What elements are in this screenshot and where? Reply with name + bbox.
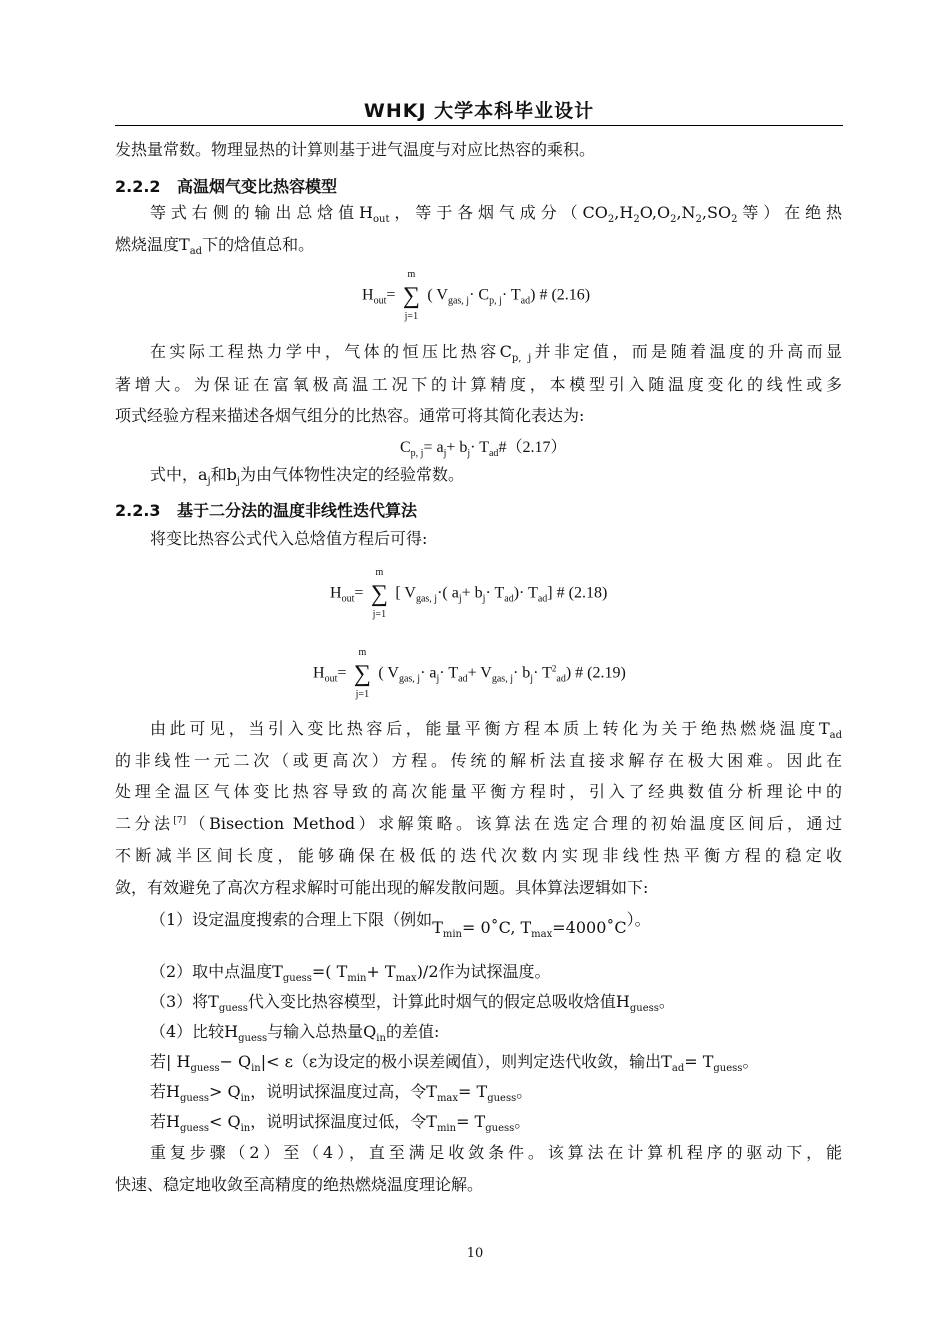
subscript: p, j xyxy=(511,353,532,364)
step-2 xyxy=(150,962,551,982)
subscript: guess xyxy=(282,973,312,984)
page-header: WHKJ 大学本科毕业设计 xyxy=(363,100,595,122)
subscript: ad xyxy=(458,673,468,685)
rule-too-high xyxy=(150,1082,532,1102)
text-span: 若H xyxy=(150,1082,180,1101)
subscript: ad xyxy=(671,1063,685,1074)
text-span: ,N xyxy=(676,203,696,222)
summation-symbol: ∑ m j=1 xyxy=(350,662,374,686)
citation-superscript: [7] xyxy=(173,816,187,826)
subscript: out xyxy=(373,214,390,225)
section-heading-2-2-2 xyxy=(115,174,337,197)
subscript: guess xyxy=(485,1123,515,1134)
text-span: （1）设定温度搜索的合理上下限（例如 xyxy=(150,910,433,929)
sum-lower-limit: j=1 xyxy=(404,311,419,322)
paragraph-line: 重复步骤（2）至（4），直至满足收敛条件。该算法在计算机程序的驱动下，能 xyxy=(150,1143,842,1162)
text-span: 等式右侧的输出总焓值H xyxy=(150,203,373,222)
text-span: 代入变比热容模型，计算此时烟气的假定总吸收焓值H xyxy=(247,992,630,1011)
subscript: ad xyxy=(504,593,514,605)
text-span: 二分法 xyxy=(115,814,174,833)
eq-text: + b xyxy=(446,439,468,456)
equation-number: #（2.17） xyxy=(498,439,567,456)
paragraph-line: 发热量常数。物理显热的计算则基于进气温度与对应比热容的乘积。 xyxy=(115,140,596,159)
subscript: gas, j xyxy=(491,673,513,685)
text-span: < Q xyxy=(209,1112,241,1131)
eq-text: = 0˚C, T xyxy=(461,918,532,937)
subscript: max xyxy=(395,973,417,984)
eq-text: · T xyxy=(470,439,489,456)
subscript: min xyxy=(436,1123,457,1134)
text-span: ,H xyxy=(614,203,634,222)
text-span: ）。 xyxy=(626,910,651,929)
subscript: 2 xyxy=(731,214,738,225)
sum-upper-limit: m xyxy=(375,567,384,578)
subscript: out xyxy=(373,295,387,307)
eq-text: = xyxy=(386,286,396,304)
section-number: 2.2.2 xyxy=(115,177,161,196)
subscript: in xyxy=(240,1123,251,1134)
eq-text: · T xyxy=(533,664,552,682)
equation-number: ] # (2.18) xyxy=(547,584,608,602)
rule-too-low xyxy=(150,1112,530,1132)
subscript: ad xyxy=(520,295,531,307)
text-span: ,SO xyxy=(701,203,732,222)
text-span: + T xyxy=(366,962,396,981)
text-span: 与输入总热量Q xyxy=(267,1022,377,1041)
subscript: in xyxy=(376,1033,386,1044)
eq-text: · T xyxy=(439,664,459,682)
subscript: j xyxy=(207,476,211,487)
eq-text: H xyxy=(330,584,342,602)
text-span: （3）将T xyxy=(150,992,219,1011)
subscript: 2 xyxy=(633,214,640,225)
paragraph-line xyxy=(115,814,842,834)
eq-text: · b xyxy=(512,664,531,682)
eq-text: · a xyxy=(420,664,437,682)
eq-text: C xyxy=(400,439,411,456)
text-span: （2）取中点温度T xyxy=(150,962,283,981)
subscript: p, j xyxy=(410,448,424,459)
text-span: 和b xyxy=(210,465,237,484)
eq-text: · C xyxy=(469,286,490,304)
subscript: 2 xyxy=(670,214,677,225)
eq-text: + b xyxy=(461,584,483,602)
paragraph-line: 不断减半区间长度，能够确保在极低的迭代次数内实现非线性热平衡方程的稳定收 xyxy=(115,846,842,865)
subscript: ad xyxy=(189,246,203,257)
text-span: 在实际工程热力学中，气体的恒压比热容C xyxy=(150,342,512,361)
eq-text: · T xyxy=(501,286,521,304)
section-number: 2.2.3 xyxy=(115,501,161,520)
equation-2-18 xyxy=(330,567,608,620)
eq-text: )· T xyxy=(513,584,538,602)
text-span: = T xyxy=(684,1052,714,1071)
subscript: min xyxy=(347,973,367,984)
text-span: （Bisection Method）求解策略。该算法在选定合理的初始温度区间后，通过 xyxy=(186,814,842,833)
paragraph-line: 处理全温区气体变比热容导致的高次能量平衡方程时，引入了经典数值分析理论中的 xyxy=(115,782,842,801)
paragraph-line: 快速、稳定地收敛至高精度的绝热燃烧温度理论解。 xyxy=(115,1175,484,1194)
text-span: 若H xyxy=(150,1112,180,1131)
text-span: 。 xyxy=(658,992,675,1011)
section-title: 基于二分法的温度非线性迭代算法 xyxy=(177,501,418,520)
subscript: guess xyxy=(238,1033,268,1044)
step-3 xyxy=(150,992,675,1012)
text-span: 式中，a xyxy=(150,465,208,484)
paragraph-line xyxy=(150,465,464,485)
subscript: out xyxy=(341,593,355,605)
subscript: ad xyxy=(537,593,548,605)
text-span: |< ε（ε为设定的极小误差阈值），则判定迭代收敛，输出T xyxy=(260,1052,672,1071)
eq-text: H xyxy=(313,664,325,682)
text-span: 下的焓值总和。 xyxy=(202,235,315,254)
subscript: min xyxy=(442,929,462,940)
equation-2-17 xyxy=(400,434,566,457)
paragraph-line: 敛，有效避免了高次方程求解时可能出现的解发散问题。具体算法逻辑如下: xyxy=(115,878,649,897)
subscript: gas, j xyxy=(398,673,421,685)
equation-number: ) # (2.16) xyxy=(530,286,591,304)
eq-text: = xyxy=(337,664,347,682)
eq-text: + V xyxy=(467,664,492,682)
text-span: 由此可见，当引入变比热容后，能量平衡方程本质上转化为关于绝热燃烧温度T xyxy=(150,719,830,738)
paragraph-line: 项式经验方程来描述各烟气组分的比热容。通常可将其简化表达为: xyxy=(115,406,585,425)
equation-2-16 xyxy=(362,269,591,322)
eq-text: ·( a xyxy=(437,584,459,602)
subscript: max xyxy=(531,929,553,940)
text-span: > Q xyxy=(209,1082,241,1101)
equation-number: ) # (2.19) xyxy=(565,664,626,682)
sum-upper-limit: m xyxy=(407,269,416,280)
subscript: j xyxy=(482,593,486,605)
subscript: j xyxy=(467,448,471,459)
text-span: ，说明试探温度过低，令T xyxy=(250,1112,437,1131)
subscript: j xyxy=(530,673,534,685)
text-span: 。 xyxy=(742,1052,759,1071)
subscript: 2 xyxy=(695,214,702,225)
inline-formula xyxy=(432,918,627,940)
subscript: in xyxy=(251,1063,261,1074)
paragraph-line xyxy=(115,235,314,255)
eq-text: H xyxy=(362,286,374,304)
eq-text: [ V xyxy=(395,584,416,602)
subscript: gas, j xyxy=(447,295,470,307)
rule-converged xyxy=(150,1052,758,1072)
subscript: guess xyxy=(190,1063,220,1074)
paragraph-line xyxy=(150,203,842,223)
subscript: max xyxy=(436,1093,459,1104)
sum-lower-limit: j=1 xyxy=(355,689,370,700)
summation-symbol: ∑ m j=1 xyxy=(399,284,423,308)
text-span: = T xyxy=(456,1112,486,1131)
subscript: guess xyxy=(629,1003,659,1014)
page-number: 10 xyxy=(466,1246,484,1261)
header-rule xyxy=(115,125,843,126)
eq-text: = a xyxy=(423,439,444,456)
text-span: 。 xyxy=(516,1082,533,1101)
subscript: guess xyxy=(218,1003,248,1014)
sum-upper-limit: m xyxy=(358,647,367,658)
subscript: j xyxy=(443,448,447,459)
text-span: − Q xyxy=(219,1052,252,1071)
equation-2-19 xyxy=(313,647,626,700)
subscript: p, j xyxy=(489,295,502,307)
subscript: ad xyxy=(556,673,566,685)
subscript: guess xyxy=(179,1093,209,1104)
subscript: ad xyxy=(488,448,499,459)
paragraph-line xyxy=(150,342,842,362)
section-heading-2-2-3 xyxy=(115,498,417,521)
text-span: 的差值: xyxy=(385,1022,440,1041)
subscript: j xyxy=(236,476,241,487)
eq-text: T xyxy=(432,918,443,937)
eq-text: ( V xyxy=(378,664,399,682)
subscript: 2 xyxy=(607,214,615,225)
paragraph-line: 著增大。为保证在富氧极高温工况下的计算精度，本模型引入随温度变化的线性或多 xyxy=(115,375,842,394)
subscript: in xyxy=(240,1093,251,1104)
eq-text: ( V xyxy=(427,286,448,304)
paragraph-line: 将变比热容公式代入总焓值方程后可得: xyxy=(150,529,428,548)
text-span: 等）在绝热 xyxy=(737,203,842,222)
subscript: j xyxy=(458,593,462,605)
text-span: 并非定值，而是随着温度的升高而显 xyxy=(531,342,843,361)
text-span: 燃烧温度T xyxy=(115,235,190,254)
subscript: guess xyxy=(487,1093,517,1104)
subscript: out xyxy=(324,673,338,685)
eq-text: · T xyxy=(485,584,505,602)
text-span: （4）比较H xyxy=(150,1022,239,1041)
text-span: ，说明试探温度过高，令T xyxy=(250,1082,437,1101)
eq-text: = xyxy=(354,584,364,602)
subscript: j xyxy=(436,673,440,685)
summation-symbol: ∑ m j=1 xyxy=(367,582,391,606)
superscript: 2 xyxy=(551,663,557,674)
section-title: 高温烟气变比热容模型 xyxy=(177,177,338,196)
paragraph-line: 的非线性一元二次（或更高次）方程。传统的解析法直接求解存在极大困难。因此在 xyxy=(115,751,842,770)
step-4 xyxy=(150,1022,439,1042)
text-span: =( T xyxy=(311,962,348,981)
step-1 xyxy=(150,910,651,940)
text-span: O,O xyxy=(639,203,671,222)
text-span: 为由气体物性决定的经验常数。 xyxy=(240,465,465,484)
text-span: )/2作为试探温度。 xyxy=(416,962,551,981)
subscript: guess xyxy=(179,1123,209,1134)
subscript: gas, j xyxy=(415,593,438,605)
subscript: guess xyxy=(713,1063,743,1074)
sum-lower-limit: j=1 xyxy=(372,609,387,620)
text-span: 若| H xyxy=(150,1052,191,1071)
text-span: 。 xyxy=(514,1112,531,1131)
subscript: ad xyxy=(829,730,842,741)
paragraph-line xyxy=(150,719,842,739)
text-span: = T xyxy=(458,1082,488,1101)
text-span: ，等于各烟气成分（CO xyxy=(389,203,608,222)
eq-text: =4000˚C xyxy=(552,918,627,937)
